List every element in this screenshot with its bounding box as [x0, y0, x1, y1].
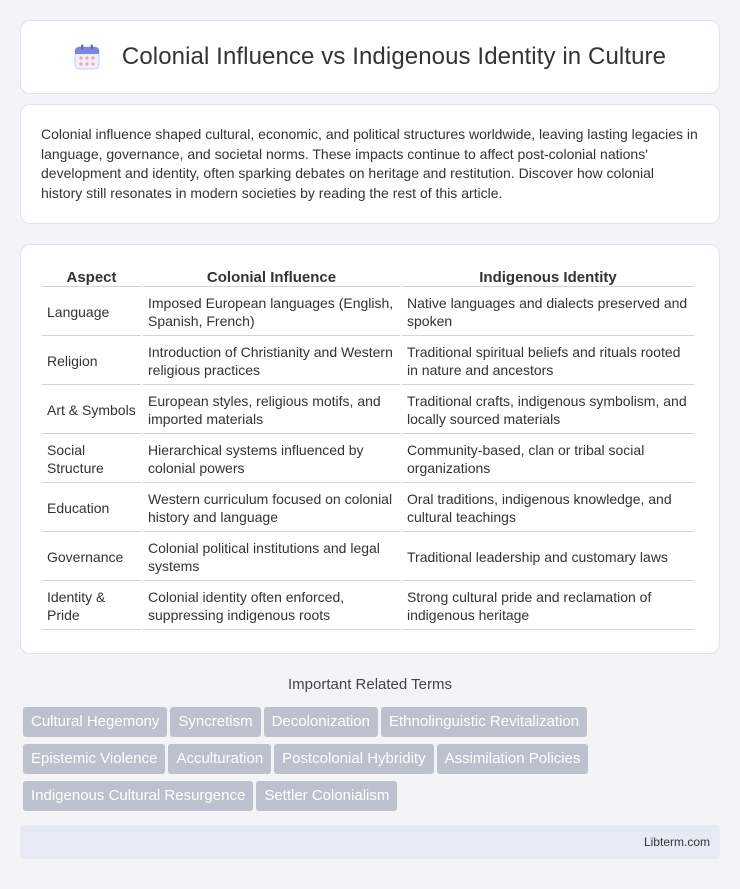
footer	[20, 825, 720, 859]
table-row	[42, 289, 694, 336]
table-cell: Introduction of Christianity and Western religious practices	[143, 338, 400, 385]
table-cell: Traditional leadership and customary laws	[402, 534, 694, 581]
related-terms-title: Important Related Terms	[288, 676, 452, 693]
related-term-tag[interactable]: Assimilation Policies	[437, 744, 589, 774]
intro-text: Colonial influence shaped cultural, economic, and political structures worldwide, leaving lasting legacies in language, governance, and societal norms. These impacts continue to affect post-colonial nations' development and identity, often sparking debates on heritage and restitution. Discover how colonial history still resonates in modern societies by reading the rest of this article.	[41, 126, 698, 201]
related-term-tag[interactable]: Ethnolinguistic Revitalization	[381, 707, 587, 737]
related-terms-list	[23, 707, 723, 818]
related-term-tag[interactable]: Syncretism	[170, 707, 260, 737]
calendar-icon	[74, 44, 100, 70]
table-row	[42, 387, 694, 434]
related-term-tag[interactable]: Cultural Hegemony	[23, 707, 167, 737]
column-header-colonial: Colonial Influence	[143, 267, 400, 287]
table-cell: Art & Symbols	[42, 387, 141, 434]
table-cell: Strong cultural pride and reclamation of indigenous heritage	[402, 583, 694, 630]
table-cell: Traditional spiritual beliefs and rituals rooted in nature and ancestors	[402, 338, 694, 385]
table-row	[42, 436, 694, 483]
table-cell: Colonial identity often enforced, suppressing indigenous roots	[143, 583, 400, 630]
table-cell: Governance	[42, 534, 141, 581]
table-cell: Western curriculum focused on colonial history and language	[143, 485, 400, 532]
table-cell: Colonial political institutions and legal systems	[143, 534, 400, 581]
table-cell: Traditional crafts, indigenous symbolism, and locally sourced materials	[402, 387, 694, 434]
table-cell: Imposed European languages (English, Spanish, French)	[143, 289, 400, 336]
table-header-row	[42, 267, 694, 287]
table-row	[42, 583, 694, 630]
table-cell: Hierarchical systems influenced by colonial powers	[143, 436, 400, 483]
column-header-aspect: Aspect	[42, 267, 141, 287]
table-cell: European styles, religious motifs, and imported materials	[143, 387, 400, 434]
footer-site-link[interactable]: Libterm.com	[643, 835, 710, 849]
related-term-tag[interactable]: Settler Colonialism	[256, 781, 397, 811]
header-card	[20, 20, 720, 94]
related-term-tag[interactable]: Postcolonial Hybridity	[274, 744, 433, 774]
table-cell: Identity & Pride	[42, 583, 141, 630]
table-row	[42, 485, 694, 532]
table-cell: Language	[42, 289, 141, 336]
table-cell: Oral traditions, indigenous knowledge, and cultural teachings	[402, 485, 694, 532]
table-cell: Education	[42, 485, 141, 532]
table-row	[42, 338, 694, 385]
table-cell: Social Structure	[42, 436, 141, 483]
comparison-card	[20, 244, 720, 654]
table-cell: Religion	[42, 338, 141, 385]
related-term-tag[interactable]: Epistemic Violence	[23, 744, 165, 774]
related-term-tag[interactable]: Decolonization	[264, 707, 378, 737]
column-header-indigenous: Indigenous Identity	[402, 267, 694, 287]
table-cell: Community-based, clan or tribal social organizations	[402, 436, 694, 483]
related-term-tag[interactable]: Acculturation	[168, 744, 271, 774]
table-row	[42, 534, 694, 581]
table-cell: Native languages and dialects preserved and spoken	[402, 289, 694, 336]
intro-card	[20, 104, 720, 224]
comparison-table	[40, 265, 696, 632]
related-term-tag[interactable]: Indigenous Cultural Resurgence	[23, 781, 253, 811]
page-title: Colonial Influence vs Indigenous Identity in Culture	[121, 43, 667, 70]
